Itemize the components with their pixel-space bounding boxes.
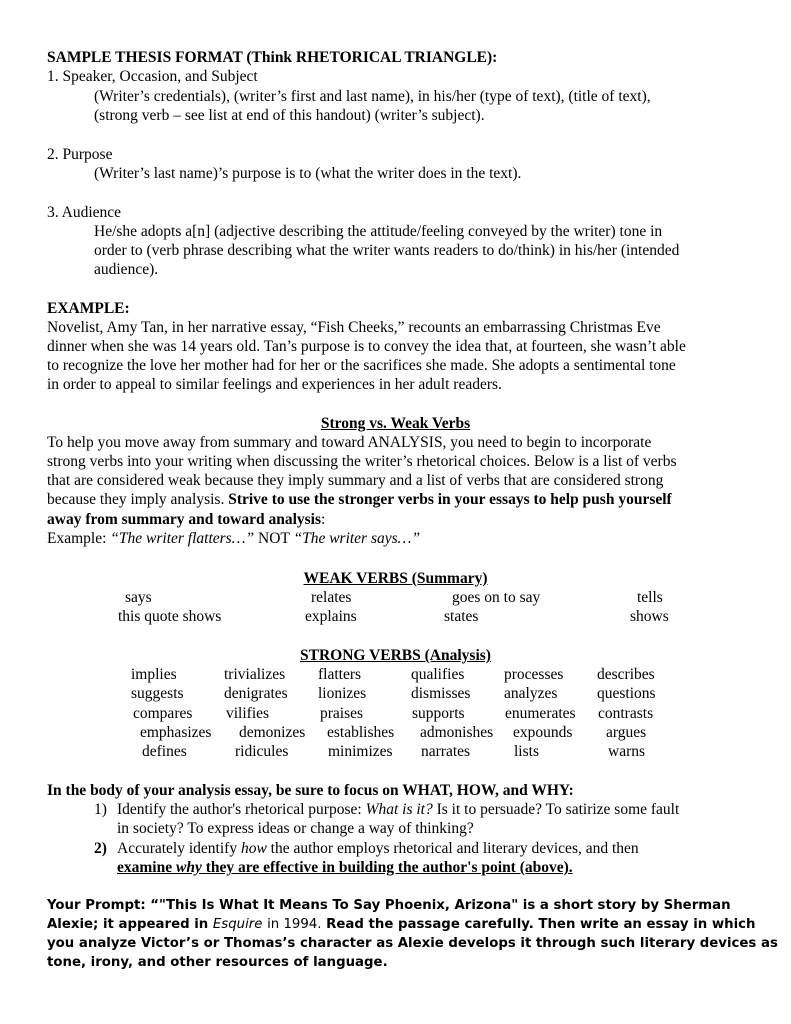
strong-verb: analyzes (504, 685, 558, 702)
weak-verb: says (125, 589, 152, 606)
strong-verb: warns (608, 743, 646, 760)
strong-verb: describes (597, 666, 655, 683)
list-item-1-line-2: in society? To express ideas or change a way of thinking? (117, 820, 474, 837)
section-3-title: 3. Audience (47, 204, 122, 221)
weak-verb: explains (305, 608, 357, 625)
example-line-3: to recognize the love her mother had for her or the sacrifices she made. She adopts a sentimental tone (47, 357, 676, 374)
strong-verb: admonishes (420, 724, 494, 741)
strong-verb: demonizes (239, 724, 306, 741)
list-item-2-line-2 (117, 858, 573, 877)
weak-verbs-title: WEAK VERBS (Summary) (303, 570, 488, 587)
strong-verb: lists (514, 743, 539, 760)
section-1-title: 1. Speaker, Occasion, and Subject (47, 68, 258, 85)
list-item-1-text-b: What is it? (365, 801, 433, 818)
strong-verb: praises (320, 705, 364, 722)
strong-verbs-title: STRONG VERBS (Analysis) (300, 647, 491, 664)
section-3-line-3: audience). (94, 261, 159, 278)
strong-verb: compares (133, 705, 193, 722)
strong-verb: emphasizes (140, 724, 212, 741)
list-item-1-text-a: Identify the author's rhetorical purpose: (117, 801, 362, 818)
section-2-title: 2. Purpose (47, 146, 113, 163)
prompt-year: in 1994. (267, 917, 322, 932)
strong-verb: narrates (421, 743, 471, 760)
list-item-number: 2) (94, 840, 107, 857)
strong-verb: establishes (327, 724, 395, 741)
example-line-1: Novelist, Amy Tan, in her narrative essay, “Fish Cheeks,” recounts an embarrassing Christmas Eve (47, 319, 661, 336)
verbs-example-label: Example: (47, 530, 107, 547)
verbs-intro-line-5-plain: : (321, 511, 326, 528)
section-3-line-1: He/she adopts a[n] (adjective describing the attitude/feeling conveyed by the writer) tone in (94, 223, 663, 240)
list-item-number: 1) (94, 801, 107, 818)
prompt-line-4: tone, irony, and other resources of language. (47, 955, 388, 970)
strong-verb: minimizes (328, 743, 393, 760)
strong-verb: ridicules (235, 743, 289, 760)
weak-verb: this quote shows (118, 608, 222, 625)
strong-verb: argues (606, 724, 647, 741)
verbs-intro-line-3: that are considered weak because they imply summary and a list of verbs that are considered strong (47, 472, 664, 489)
strong-verb: questions (597, 685, 656, 702)
section-2-line-1: (Writer’s last name)’s purpose is to (what the writer does in the text). (94, 165, 522, 182)
verbs-intro-line-4-bold: Strive to use the stronger verbs in your essays to help push yourself (228, 491, 672, 508)
list-item-2-text-b: how (240, 840, 267, 857)
prompt-line-2-b: Read the passage carefully. Then write an essay in which (326, 917, 756, 932)
list-item-1-line-1 (117, 800, 679, 819)
prompt-line-2-a: Alexie; it appeared in (47, 917, 209, 932)
verbs-intro-line-2: strong verbs into your writing when discussing the writer’s rhetorical choices. Below is a list of verbs (47, 453, 677, 470)
section-3-line-2: order to (verb phrase describing what the writer wants readers to do/think) in his/her (intended (94, 242, 680, 259)
verbs-intro-line-5-bold: away from summary and toward analysis (47, 511, 321, 528)
prompt-line-1: Your Prompt: “"This Is What It Means To Say Phoenix, Arizona" is a short story by Sherman (47, 898, 731, 913)
weak-verb: goes on to say (452, 589, 541, 606)
verbs-section-title: Strong vs. Weak Verbs (320, 415, 471, 432)
strong-verb: qualifies (411, 666, 465, 683)
strong-verb: defines (142, 743, 187, 760)
body-section-title: In the body of your analysis essay, be sure to focus on WHAT, HOW, and WHY: (47, 782, 574, 799)
weak-verb: states (444, 608, 479, 625)
verbs-intro-line-1: To help you move away from summary and toward ANALYSIS, you need to begin to incorporate (47, 434, 652, 451)
list-item-2-line-2-a: examine (117, 859, 173, 876)
verbs-intro-line-5 (47, 510, 325, 529)
prompt-magazine: Esquire (212, 917, 263, 932)
example-line-4: in order to appeal to similar feelings and experiences in her adult readers. (47, 376, 502, 393)
verbs-intro-line-4-plain: because they imply analysis. (47, 491, 225, 508)
page-heading: SAMPLE THESIS FORMAT (Think RHETORICAL TRIANGLE): (47, 49, 498, 66)
strong-verb: expounds (513, 724, 573, 741)
verbs-example-strong: “The writer flatters…” (110, 530, 255, 547)
strong-verb: vilifies (226, 705, 270, 722)
strong-verb: denigrates (224, 685, 288, 702)
strong-verb: flatters (318, 666, 362, 683)
strong-verb: implies (131, 666, 177, 683)
prompt-line-3: you analyze Victor’s or Thomas’s character as Alexie develops it through such literary devices as (47, 936, 778, 951)
list-item-2-text-a: Accurately identify (117, 840, 238, 857)
list-item-2-line-1 (117, 839, 639, 858)
strong-verb: trivializes (224, 666, 286, 683)
prompt-line-2 (47, 915, 756, 934)
strong-verb: contrasts (598, 705, 654, 722)
strong-verb: dismisses (411, 685, 471, 702)
list-item-2-text-c: the author employs rhetorical and literary devices, and then (270, 840, 639, 857)
section-1-line-2: (strong verb – see list at end of this handout) (writer’s subject). (94, 107, 485, 124)
section-1-line-1: (Writer’s credentials), (writer’s first and last name), in his/her (type of text), (title of text), (94, 88, 651, 105)
weak-verb: relates (311, 589, 352, 606)
strong-verb: supports (412, 705, 465, 722)
strong-verb: suggests (131, 685, 184, 702)
list-item-2-line-2-b: why (175, 859, 202, 876)
list-item-2-line-2-c: they are effective in building the author's point (above). (205, 859, 573, 876)
strong-verb: processes (504, 666, 564, 683)
verbs-example-not: NOT (258, 530, 290, 547)
verbs-intro-line-4 (47, 490, 672, 509)
weak-verb: shows (630, 608, 669, 625)
example-line-2: dinner when she was 14 years old. Tan’s purpose is to convey the idea that, at fourteen, she wasn’t able (47, 338, 686, 355)
verbs-example-weak: “The writer says…” (293, 530, 421, 547)
list-item-1-text-c: Is it to persuade? To satirize some fault (436, 801, 680, 818)
strong-verb: enumerates (505, 705, 576, 722)
weak-verb: tells (637, 589, 663, 606)
strong-verb: lionizes (318, 685, 367, 702)
example-title: EXAMPLE: (47, 300, 130, 317)
verbs-example-line (47, 529, 420, 548)
